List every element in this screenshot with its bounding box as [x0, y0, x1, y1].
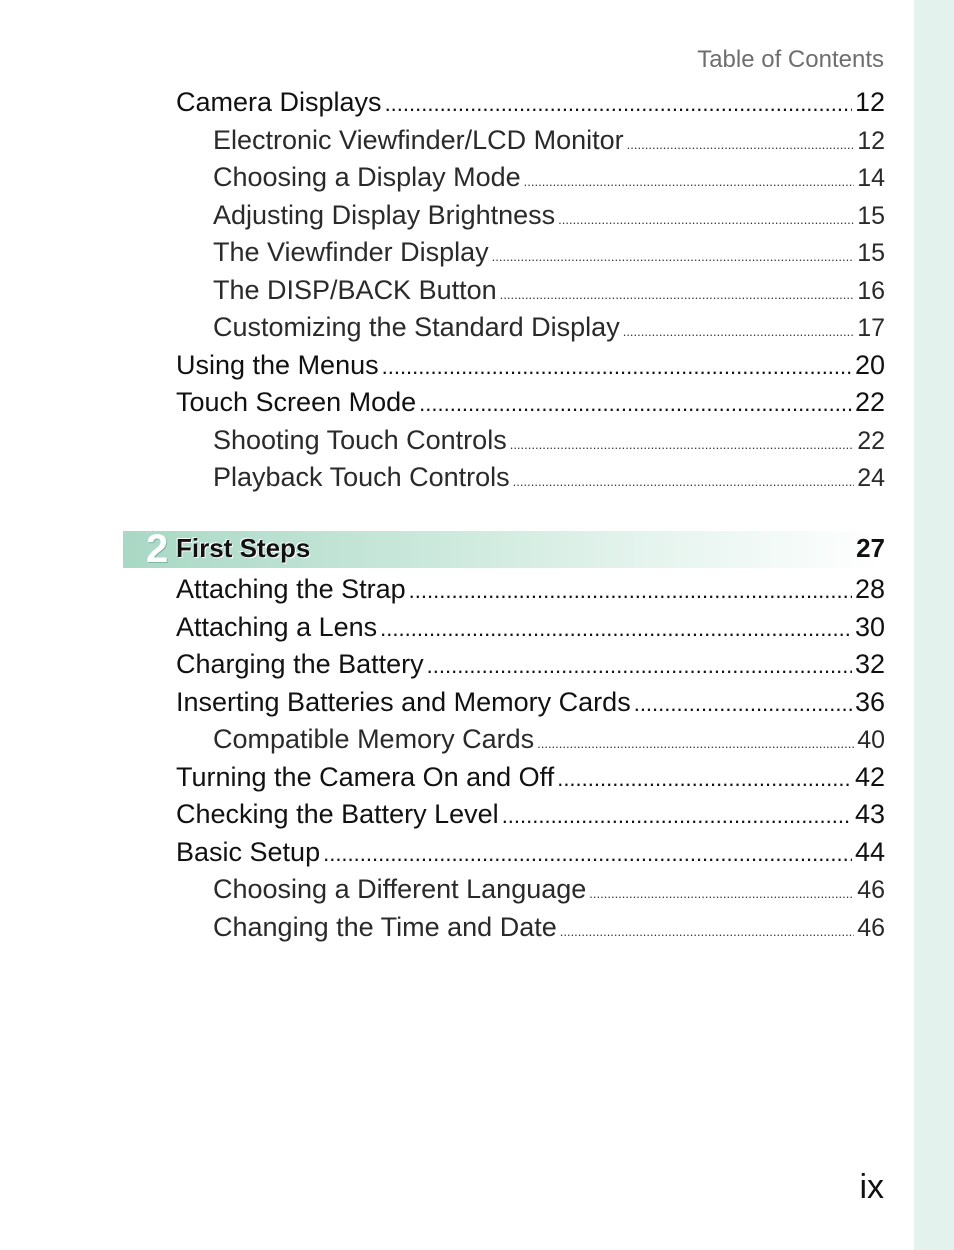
toc-leader-dots — [557, 766, 852, 792]
toc-list-bottom — [176, 574, 885, 949]
toc-entry-page: 15 — [857, 239, 885, 267]
toc-entry-title: Camera Displays — [176, 87, 382, 117]
toc-entry-title: The DISP/BACK Button — [213, 274, 497, 305]
toc-entry-page: 32 — [854, 649, 885, 679]
toc-subentry[interactable] — [176, 912, 885, 950]
toc-leader-dots — [502, 803, 852, 829]
toc-entry-page: 44 — [854, 836, 885, 867]
toc-entry-page: 12 — [854, 87, 885, 117]
section-number: 2 — [146, 527, 169, 571]
toc-entry-title: Turning the Camera On and Off — [176, 761, 555, 792]
toc-entry[interactable] — [176, 687, 885, 725]
toc-entry-page: 42 — [854, 761, 885, 792]
toc-entry-title: Inserting Batteries and Memory Cards — [176, 686, 631, 717]
toc-entry-page: 24 — [857, 464, 885, 492]
toc-entry-page: 46 — [857, 876, 885, 904]
toc-entry-page: 17 — [857, 314, 885, 342]
section-title: First Steps — [176, 533, 311, 563]
toc-leader-dots — [589, 886, 854, 901]
toc-leader-dots — [623, 324, 854, 339]
toc-entry-page: 43 — [854, 799, 885, 829]
section-heading-bar[interactable] — [123, 527, 885, 571]
toc-leader-dots — [537, 736, 854, 751]
toc-subentry[interactable] — [176, 312, 885, 350]
toc-entry-title: Choosing a Display Mode — [213, 162, 521, 192]
toc-subentry[interactable] — [176, 724, 885, 762]
toc-entry-title: Attaching the Strap — [176, 574, 406, 604]
toc-leader-dots — [558, 212, 854, 227]
toc-entry-title: The Viewfinder Display — [213, 237, 489, 267]
toc-leader-dots — [409, 578, 852, 604]
toc-entry-title: Charging the Battery — [176, 649, 424, 679]
toc-entry-page: 22 — [857, 426, 885, 455]
running-header: Table of Contents — [697, 46, 884, 73]
toc-entry-page: 28 — [854, 574, 885, 604]
toc-entry-title: Basic Setup — [176, 836, 321, 867]
toc-entry-title: Customizing the Standard Display — [213, 312, 620, 342]
side-color-strip — [914, 0, 954, 1250]
toc-entry-title: Attaching a Lens — [176, 611, 378, 642]
toc-leader-dots — [419, 391, 852, 417]
toc-entry-page: 40 — [857, 726, 885, 754]
toc-entry-title: Compatible Memory Cards — [213, 724, 535, 754]
toc-entry-page: 30 — [854, 611, 885, 642]
toc-entry-page: 14 — [857, 164, 885, 192]
toc-entry-page: 16 — [857, 276, 885, 305]
toc-leader-dots — [510, 437, 854, 452]
toc-subentry[interactable] — [176, 237, 885, 275]
toc-entry[interactable] — [176, 799, 885, 837]
toc-leader-dots — [385, 91, 852, 117]
toc-entry[interactable] — [176, 387, 885, 425]
toc-entry-title: Changing the Time and Date — [213, 911, 557, 942]
toc-entry-title: Shooting Touch Controls — [213, 424, 507, 455]
toc-entry-title: Choosing a Different Language — [213, 874, 587, 904]
toc-leader-dots — [427, 653, 852, 679]
toc-subentry[interactable] — [176, 162, 885, 200]
toc-entry-title: Adjusting Display Brightness — [213, 199, 556, 230]
toc-leader-dots — [492, 249, 855, 264]
toc-leader-dots — [500, 287, 855, 302]
toc-subentry[interactable] — [176, 425, 885, 463]
toc-subentry[interactable] — [176, 874, 885, 912]
toc-leader-dots — [524, 174, 855, 189]
toc-subentry[interactable] — [176, 275, 885, 313]
toc-list-top — [176, 87, 885, 500]
toc-entry[interactable] — [176, 649, 885, 687]
toc-subentry[interactable] — [176, 462, 885, 500]
toc-leader-dots — [634, 691, 852, 717]
toc-subentry[interactable] — [176, 125, 885, 163]
toc-leader-dots — [323, 841, 852, 867]
page-folio: ix — [859, 1168, 884, 1206]
toc-entry[interactable] — [176, 87, 885, 125]
toc-entry[interactable] — [176, 574, 885, 612]
toc-leader-dots — [627, 137, 855, 152]
toc-entry-page: 20 — [854, 349, 885, 380]
toc-entry-title: Touch Screen Mode — [176, 387, 417, 417]
toc-entry-title: Using the Menus — [176, 349, 379, 380]
toc-entry-page: 22 — [854, 387, 885, 417]
toc-entry-page: 36 — [854, 686, 885, 717]
toc-entry-page: 12 — [857, 126, 885, 155]
section-page-number: 27 — [856, 533, 885, 563]
toc-entry-title: Playback Touch Controls — [213, 462, 510, 492]
toc-entry[interactable] — [176, 837, 885, 875]
toc-entry[interactable] — [176, 762, 885, 800]
toc-entry-title: Electronic Viewfinder/LCD Monitor — [213, 124, 624, 155]
toc-leader-dots — [513, 474, 855, 489]
toc-leader-dots — [380, 616, 852, 642]
toc-leader-dots — [560, 924, 854, 939]
toc-subentry[interactable] — [176, 200, 885, 238]
toc-entry-page: 15 — [857, 201, 885, 230]
toc-entry-title: Checking the Battery Level — [176, 799, 499, 829]
toc-entry[interactable] — [176, 350, 885, 388]
toc-entry[interactable] — [176, 612, 885, 650]
toc-leader-dots — [382, 354, 852, 380]
toc-entry-page: 46 — [857, 913, 885, 942]
